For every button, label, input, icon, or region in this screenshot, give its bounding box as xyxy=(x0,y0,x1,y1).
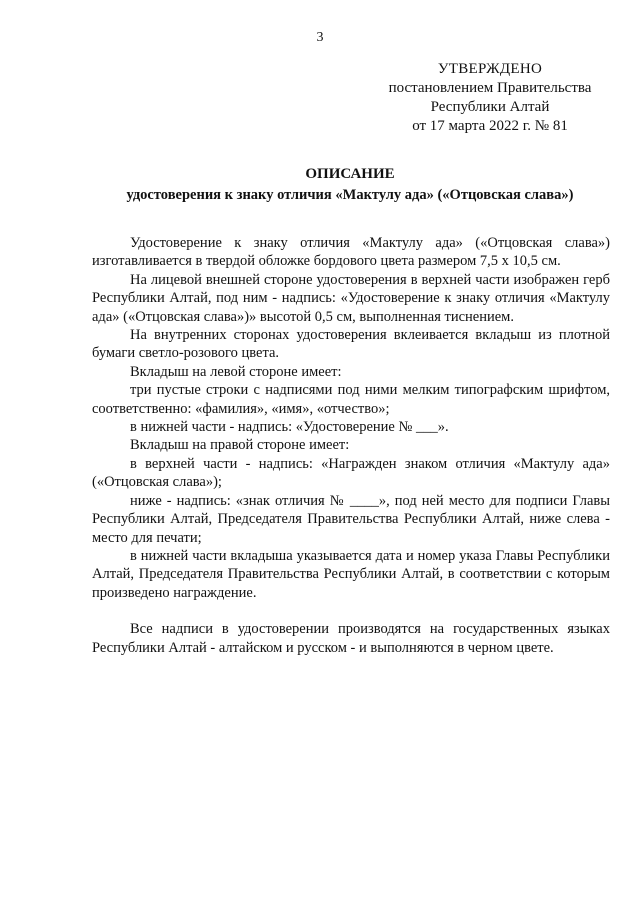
paragraph: в нижней части вкладыша указывается дата и номер указа Главы Республики Алтай, Председателя Правительства Республики Алтай, в соответствии с которым произведено награждение. xyxy=(92,547,610,601)
approval-line: постановлением Правительства xyxy=(388,80,592,96)
paragraph: три пустые строки с надписями под ними мелким типографским шрифтом, соответственно: «фамилия», «имя», «отчество»; xyxy=(92,382,610,417)
document-body xyxy=(92,234,610,657)
paragraph: в верхней части - надпись: «Награжден знаком отличия «Мактулу ада» («Отцовская слава»); xyxy=(92,455,610,491)
paragraph: Вкладыш на правой стороне имеет: xyxy=(130,437,350,454)
document-title-block xyxy=(60,164,640,206)
paragraph: Все надписи в удостоверении производятся на государственных языках Республики Алтай - алтайском и русском - и выполняются в черном цвете. xyxy=(92,621,610,656)
paragraph: ниже - надпись: «знак отличия № ____», под ней место для подписи Главы Республики Алтай, Председателя Правительства Республики Алтай, ниже слева - место для печати; xyxy=(92,492,610,546)
paragraph: На лицевой внешней стороне удостоверения в верхней части изображен герб Республики Алтай, под ним - надпись: «Удостоверение к знаку отличия «Мактулу ада» («Отцовская слава»)» высотой 0,5 см, выполненная тиснением. xyxy=(92,271,610,325)
document-title: ОПИСАНИЕ xyxy=(305,166,395,182)
document-subtitle: удостоверения к знаку отличия «Мактулу ада» («Отцовская слава») xyxy=(126,187,574,203)
page-number: 3 xyxy=(316,30,324,45)
paragraph: в нижней части - надпись: «Удостоверение № ___». xyxy=(130,419,449,436)
paragraph: Удостоверение к знаку отличия «Мактулу ада» («Отцовская слава») изготавливается в твердой обложке бордового цвета размером 7,5 х 10,5 см. xyxy=(92,235,610,270)
approval-line: Республики Алтай xyxy=(430,99,550,115)
paragraph: На внутренних сторонах удостоверения вклеивается вкладыш из плотной бумаги светло-розового цвета. xyxy=(92,327,610,362)
paragraph: Вкладыш на левой стороне имеет: xyxy=(130,363,342,380)
approval-date: от 17 марта 2022 г. № 81 xyxy=(412,118,568,134)
approval-heading: УТВЕРЖДЕНО xyxy=(437,61,543,77)
approval-stamp xyxy=(372,60,608,136)
